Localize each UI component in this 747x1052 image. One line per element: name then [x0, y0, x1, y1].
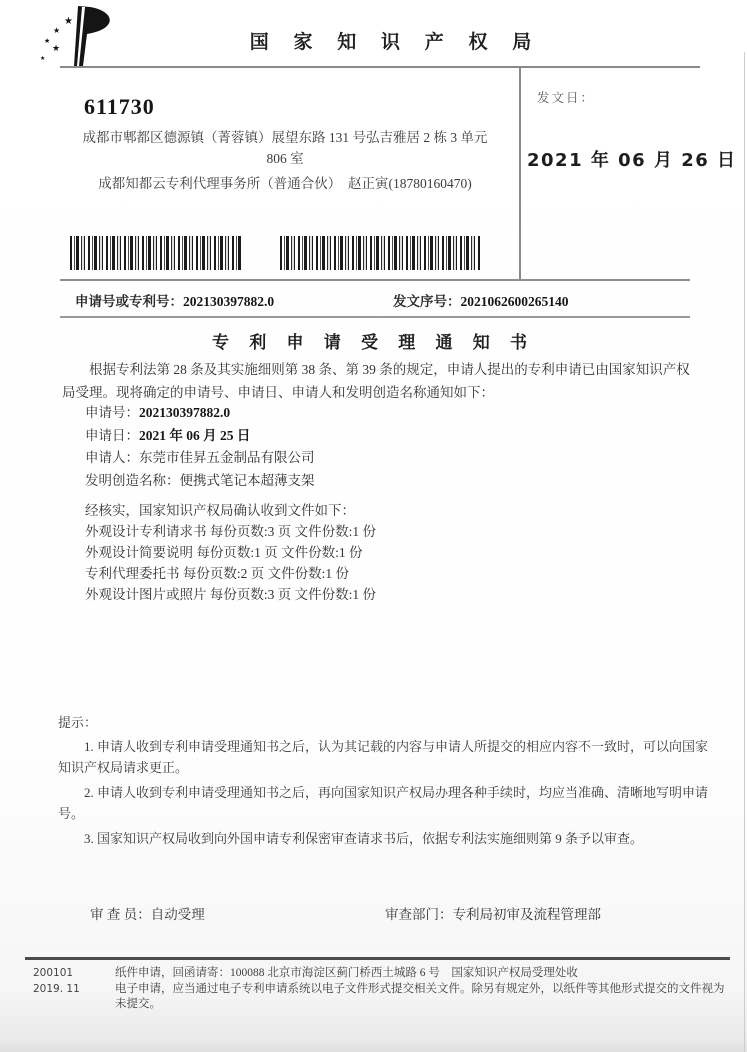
received-doc-item: 外观设计专利请求书 每份页数:3 页 文件份数:1 份 — [85, 524, 377, 539]
svg-text:★: ★ — [40, 56, 46, 62]
issue-date-label: 发文日： — [537, 91, 596, 105]
field-application-date: 申请日：2021 年 06 月 25 日 — [85, 427, 251, 443]
header-rule — [60, 66, 700, 68]
footer-code-2: 2019. 11 — [33, 982, 80, 995]
serial-number-value: 2021062600265140 — [460, 294, 569, 309]
reference-row — [75, 290, 695, 310]
footer-rule — [25, 957, 730, 960]
field-invention-name: 发明创造名称：便携式笔记本超薄支架 — [85, 472, 315, 488]
agency-line: 成都知都云专利代理事务所（普通合伙） 赵正寅(18780160470) — [98, 176, 472, 191]
serial-number-label: 发文序号： — [393, 294, 461, 309]
recipient-address-line1: 成都市郫都区德源镇（菁蓉镇）展望东路 131 号弘吉雅居 2 栋 3 单元 — [82, 130, 488, 145]
postal-code: 611730 — [84, 94, 155, 119]
ref-row-bottom-rule — [60, 316, 690, 318]
received-doc-item: 专利代理委托书 每份页数:2 页 文件份数:1 份 — [85, 566, 350, 581]
scan-edge-line — [744, 52, 745, 1052]
received-intro: 经核实，国家知识产权局确认收到文件如下： — [85, 503, 355, 518]
barcode-left — [70, 236, 243, 270]
svg-text:★: ★ — [44, 37, 51, 45]
svg-text:★: ★ — [64, 16, 73, 27]
issue-box-left-border — [519, 66, 521, 280]
examiner-value: 自动受理 — [150, 907, 205, 922]
tips-label: 提示： — [58, 715, 98, 730]
field-application-number: 申请号：202130397882.0 — [85, 405, 231, 420]
document-title: 专 利 申 请 受 理 通 知 书 — [212, 333, 535, 352]
received-doc-item: 外观设计图片或照片 每份页数:3 页 文件份数:1 份 — [85, 587, 377, 602]
recipient-address-line2: 806 室 — [266, 151, 304, 166]
department-label: 审查部门： — [385, 907, 453, 922]
field-applicant: 申请人：东莞市佳昇五金制品有限公司 — [85, 450, 315, 465]
svg-text:★: ★ — [53, 26, 61, 35]
tip-item: 2. 申请人收到专利申请受理通知书之后，再向国家知识产权局办理各种手续时，均应当准确、清晰地写明申请号。 — [58, 784, 709, 821]
examiner-label: 审 查 员： — [90, 907, 151, 922]
issue-date-value: 2021 年 06 月 26 日 — [527, 150, 737, 171]
barcode-bottom-rule — [60, 279, 690, 281]
footer-code-1: 200101 — [33, 967, 74, 979]
signoff-row — [90, 903, 690, 923]
tip-item: 1. 申请人收到专利申请受理通知书之后，认为其记载的内容与申请人所提交的相应内容不一致时，可以向国家知识产权局请求更正。 — [58, 738, 709, 775]
tips-section — [58, 712, 718, 852]
recipient-address — [60, 127, 510, 169]
footer-line-paper: 纸件申请，回函请寄：100088 北京市海淀区蓟门桥西土城路 6 号 国家知识产权局受理处收 — [115, 967, 578, 979]
received-doc-item: 外观设计简要说明 每份页数:1 页 文件份数:1 份 — [85, 545, 363, 560]
application-fields — [85, 402, 315, 492]
received-documents — [85, 500, 376, 605]
org-title: 国 家 知 识 产 权 局 — [249, 32, 542, 53]
department-value: 专利局初审及流程管理部 — [452, 907, 601, 922]
barcode-right — [280, 236, 480, 270]
footer-line-electronic: 电子申请，应当通过电子专利申请系统以电子文件形式提交相关文件。除另有规定外，以纸件等其他形式提交的文件视为未提交。 — [115, 982, 725, 1010]
application-number-label: 申请号或专利号： — [75, 294, 183, 309]
tip-item: 3. 国家知识产权局收到向外国申请专利保密审查请求书后，依据专利法实施细则第 9 条予以审查。 — [84, 830, 644, 846]
intro-paragraph: 根据专利法第 28 条及其实施细则第 38 条、第 39 条的规定，申请人提出的专利申请已由国家知识产权局受理。现将确定的申请号、申请日、申请人和发明创造名称通知如下： — [62, 362, 690, 400]
application-number-value: 202130397882.0 — [183, 294, 275, 309]
svg-text:★: ★ — [52, 43, 61, 53]
